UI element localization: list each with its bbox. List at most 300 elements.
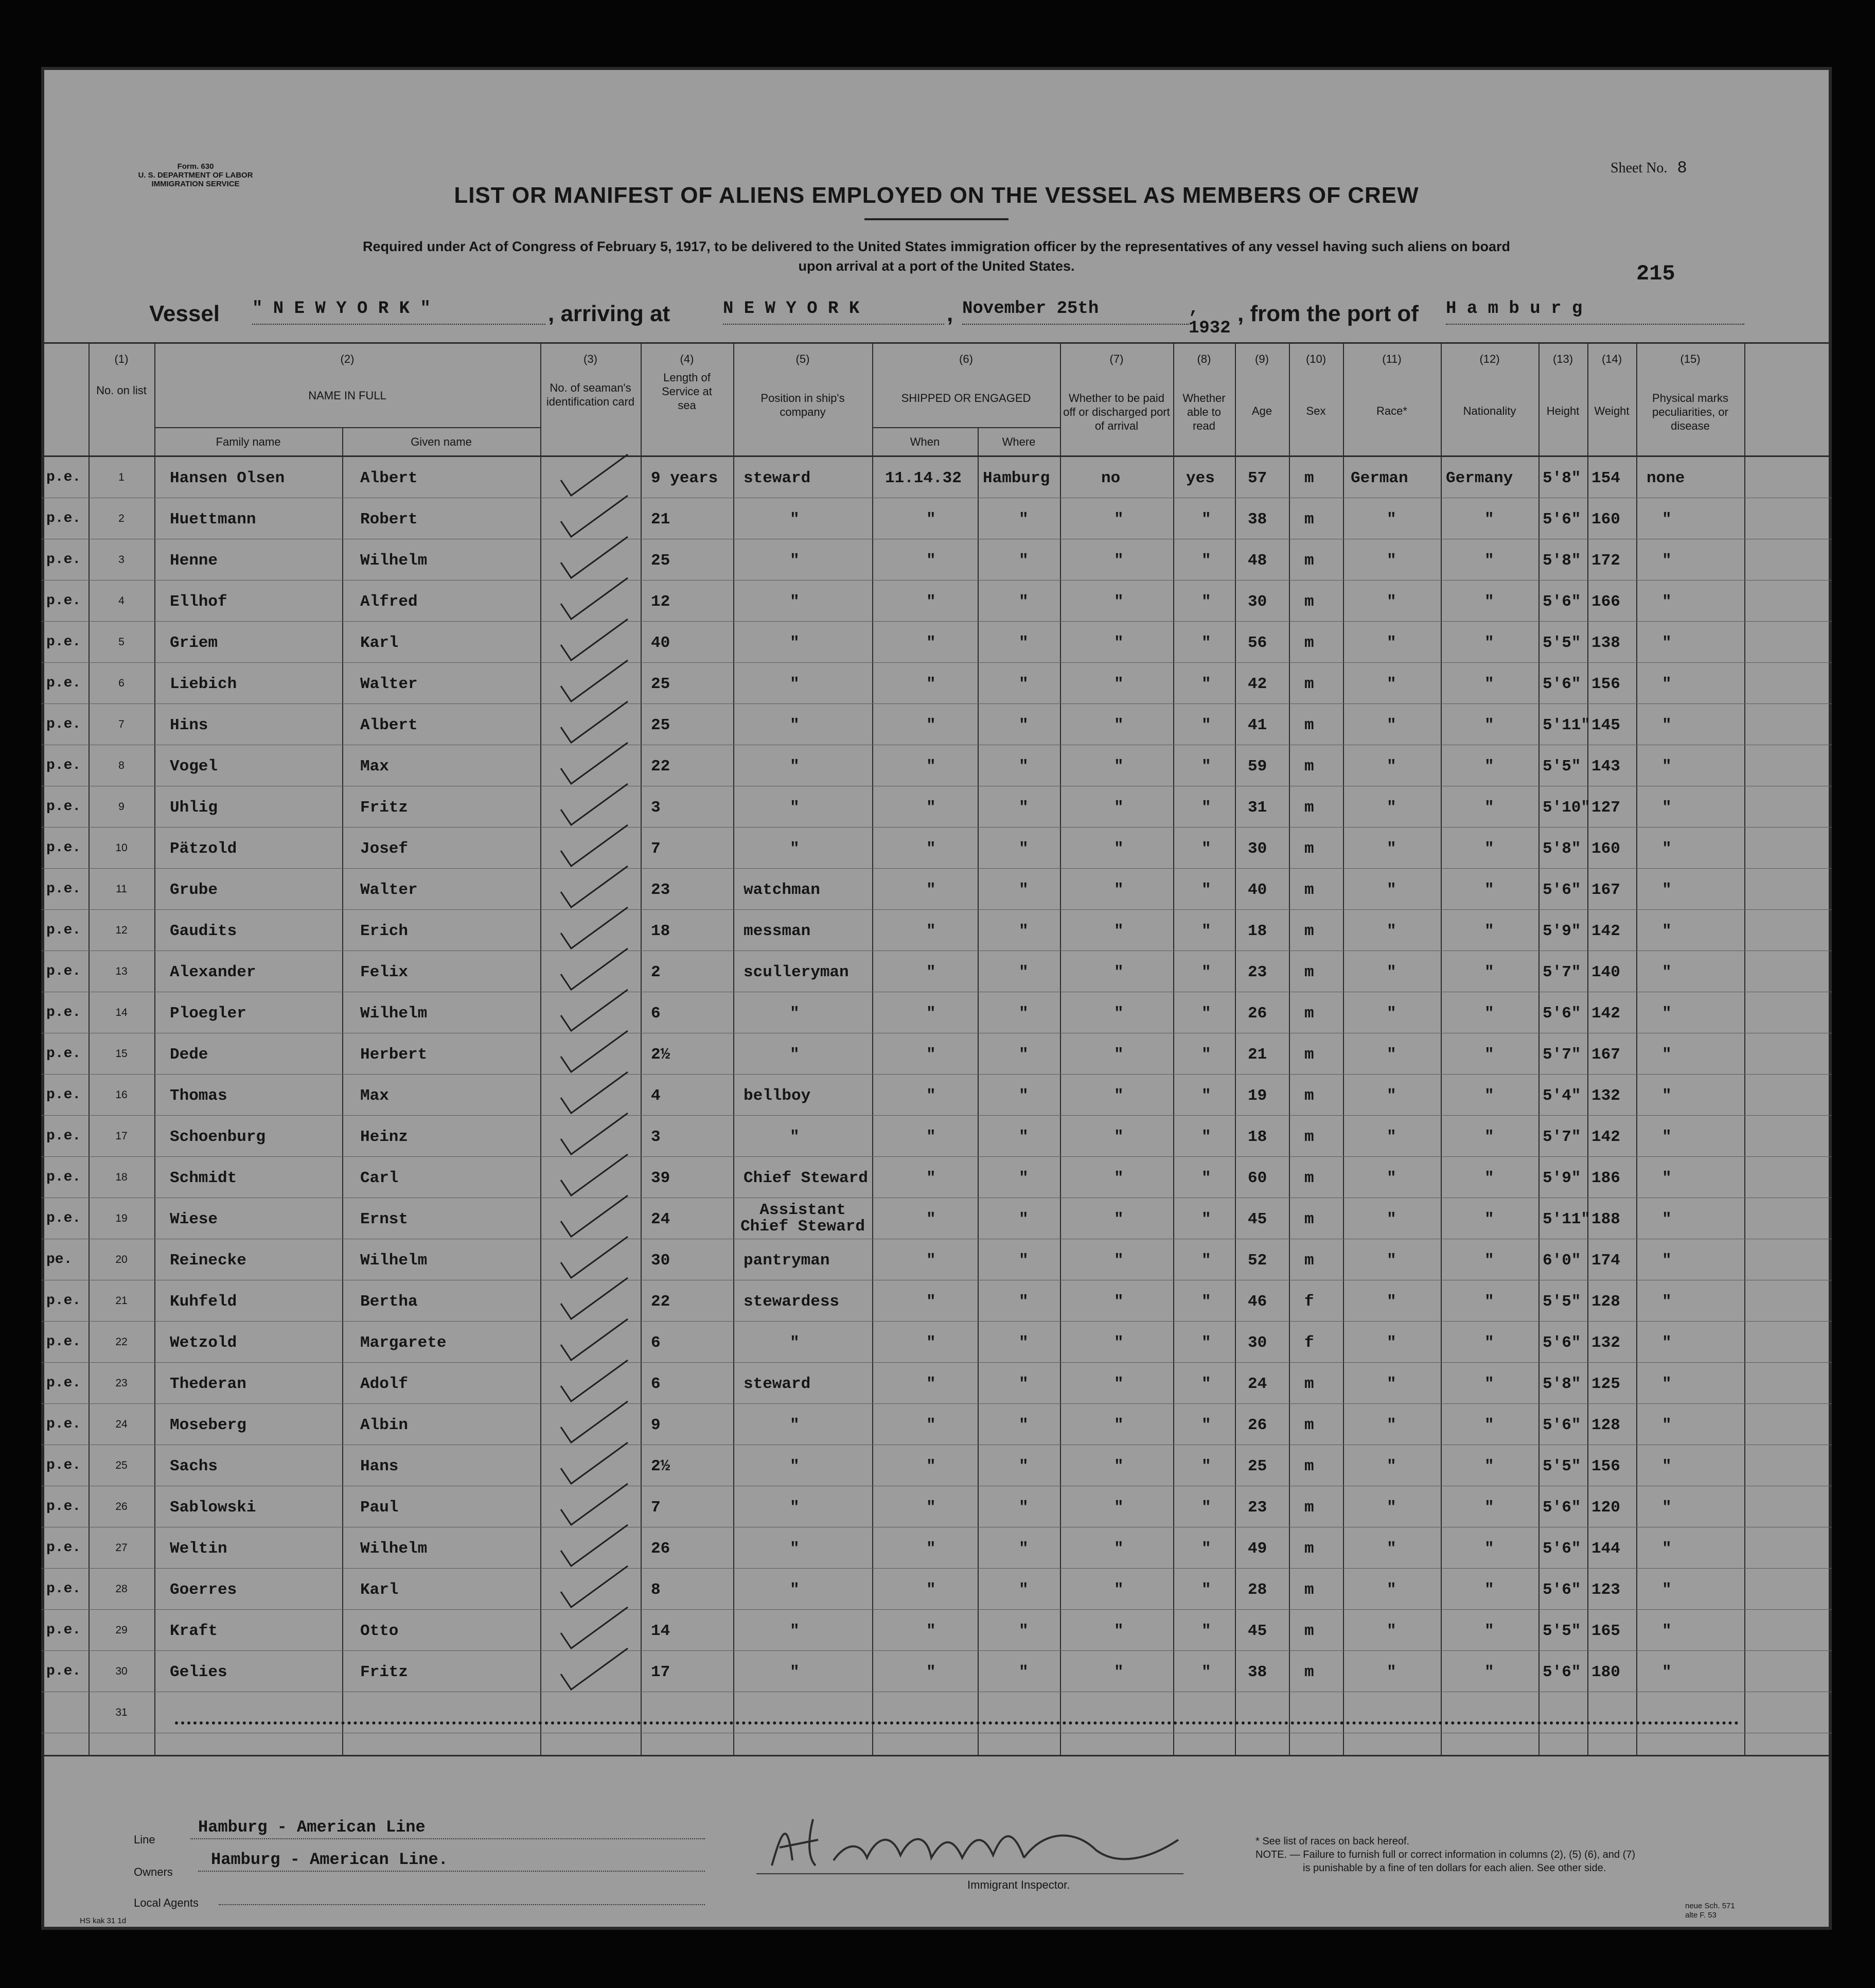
ditto-mark: " [1387,799,1396,817]
table-bottom-border [41,1755,1832,1756]
ditto-mark: " [1662,922,1672,940]
col-divider-6-split [978,427,979,1755]
ditto-mark: " [1387,1622,1396,1640]
col-10-number: (10) [1305,353,1326,365]
row-number: 2 [118,513,125,524]
col-2b-header: Given name [411,435,472,448]
ditto-mark: " [1114,840,1124,858]
ditto-mark: " [926,1457,936,1475]
ditto-mark: " [1019,1087,1029,1105]
cell-service: 2½ [651,1457,670,1475]
ditto-mark: " [1662,1416,1672,1434]
cell-given: Wilhelm [360,1540,428,1558]
row-pe-mark: p.e. [46,1375,81,1391]
cell-sex: m [1304,1663,1314,1681]
ditto-mark: " [1484,1128,1494,1146]
table-top-border [41,342,1832,344]
penalty-note-2: is punishable by a fine of ten dollars for each alien. See other side. [1303,1862,1606,1874]
checkmark-icon [556,1193,633,1239]
ditto-mark: " [1114,1622,1124,1640]
cell-weight: 180 [1591,1663,1620,1681]
ditto-mark: " [1201,1087,1211,1105]
cell-weight: 160 [1591,511,1620,529]
cell-given: Albin [360,1416,409,1434]
cell-age: 21 [1248,1046,1267,1064]
document-title: LIST OR MANIFEST OF ALIENS EMPLOYED ON THE VESSEL AS MEMBERS OF CREW [454,183,1419,208]
cell-family: Goerres [170,1581,237,1599]
cell-age: 59 [1248,758,1267,776]
ditto-mark: " [1484,922,1494,940]
cell-height: 5'6" [1543,1416,1581,1434]
ditto-mark: " [1114,716,1124,734]
cell-given: Max [360,758,389,776]
col-divider-10 [1343,342,1344,1755]
cell-age: 40 [1248,881,1267,899]
ditto-mark: " [1019,840,1029,858]
cell-height: 5'7" [1543,1046,1581,1064]
ditto-mark: " [1662,1046,1672,1064]
ditto-mark: " [926,840,936,858]
ditto-mark: " [1484,1457,1494,1475]
cell-nationality: Germany [1446,469,1513,487]
ditto-mark: " [1201,922,1211,940]
cell-age: 41 [1248,716,1267,734]
cell-given: Heinz [360,1128,409,1146]
cell-sex: m [1304,1375,1314,1393]
checkmark-icon [556,1522,633,1569]
cell-family: Schmidt [170,1169,237,1187]
ditto-mark: " [1201,881,1211,899]
cell-age: 28 [1248,1581,1267,1599]
col-divider-1 [154,342,155,1755]
checkmark-icon [556,1234,633,1280]
ditto-mark: " [1387,1581,1396,1599]
ditto-mark: " [1114,634,1124,652]
cell-position: " [790,840,800,858]
col-divider-4 [733,342,734,1755]
row-number: 19 [115,1212,128,1224]
checkmark-icon [556,1563,633,1610]
line-label: Line [134,1833,155,1846]
ditto-mark: " [1019,634,1029,652]
row-number: 8 [118,760,125,771]
checkmark-icon [556,1358,633,1404]
row-rule [41,1403,1832,1404]
ditto-mark: " [926,1499,936,1517]
cell-family: Wiese [170,1210,218,1228]
row-pe-mark: p.e. [46,1622,81,1638]
cell-weight: 132 [1591,1087,1620,1105]
cell-service: 3 [651,1128,661,1146]
ditto-mark: " [1114,1581,1124,1599]
checkmark-icon [556,905,633,951]
checkmark-icon [556,1069,633,1116]
ditto-mark: " [1114,552,1124,570]
cell-sex: m [1304,1128,1314,1146]
ditto-mark: " [1201,675,1211,693]
cell-sex: m [1304,922,1314,940]
col-6-header: SHIPPED OR ENGAGED [901,392,1031,404]
cell-position: " [790,1499,800,1517]
checkmark-icon [556,575,633,622]
cell-sex: m [1304,1252,1314,1270]
ditto-mark: " [1387,881,1396,899]
cell-family: Gaudits [170,922,237,940]
row-pe-mark: p.e. [46,1499,81,1515]
ditto-mark: " [1019,1252,1029,1270]
ditto-mark: " [1387,1087,1396,1105]
ditto-mark: " [1662,1005,1672,1023]
cell-given: Fritz [360,799,409,817]
cell-age: 23 [1248,963,1267,981]
sheet-number-field [1611,159,1687,178]
cell-position: Assistant Chief Steward [740,1201,865,1236]
cell-age: 52 [1248,1252,1267,1270]
cell-height: 5'9" [1543,1169,1581,1187]
ditto-mark: " [1662,1663,1672,1681]
ditto-mark: " [1019,1210,1029,1228]
ditto-mark: " [1484,675,1494,693]
row-rule [41,1568,1832,1569]
cell-age: 23 [1248,1499,1267,1517]
cell-service: 30 [651,1252,670,1270]
ditto-mark: " [1484,1540,1494,1558]
cell-weight: 172 [1591,552,1620,570]
cell-position: " [790,1457,800,1475]
ditto-mark: " [1114,593,1124,611]
row-number: 15 [115,1048,128,1060]
row-pe-mark: p.e. [46,1540,81,1556]
checkmark-icon [556,987,633,1033]
ditto-mark: " [1387,1046,1396,1064]
cell-service: 2 [651,963,661,981]
row-number: 10 [115,842,128,854]
ditto-mark: " [1201,1581,1211,1599]
row-pe-mark: p.e. [46,593,81,609]
ditto-mark: " [1484,634,1494,652]
cell-height: 5'8" [1543,469,1581,487]
cell-position: bellboy [744,1087,811,1105]
cell-family: Sablowski [170,1499,256,1517]
row-rule [41,1156,1832,1157]
ditto-mark: " [1201,1005,1211,1023]
ditto-mark: " [926,1416,936,1434]
checkmark-icon [556,699,633,745]
cell-sex: m [1304,1416,1314,1434]
ditto-mark: " [1484,1334,1494,1352]
row-pe-mark: p.e. [46,922,81,938]
ditto-mark: " [1201,1128,1211,1146]
cell-weight: 167 [1591,881,1620,899]
checkmark-icon [556,864,633,910]
ditto-mark: " [1201,1416,1211,1434]
ditto-mark: " [1484,1252,1494,1270]
line-value: Hamburg - American Line [198,1818,426,1837]
col-8-number: (8) [1197,353,1211,365]
cell-sex: m [1304,1005,1314,1023]
ditto-mark: " [1662,1087,1672,1105]
cell-sex: m [1304,1046,1314,1064]
ditto-mark: " [1484,552,1494,570]
cell-family: Hansen Olsen [170,469,285,487]
cell-given: Alfred [360,593,418,611]
cell-height: 5'6" [1543,1499,1581,1517]
cell-height: 5'8" [1543,552,1581,570]
row-number: 31 [115,1706,128,1718]
ditto-mark: " [1662,593,1672,611]
cell-sex: m [1304,1457,1314,1475]
cell-age: 18 [1248,1128,1267,1146]
cell-family: Kraft [170,1622,218,1640]
ditto-mark: " [1201,1334,1211,1352]
cell-family: Ploegler [170,1005,246,1023]
col-2a-header: Family name [216,435,281,448]
cell-position: " [790,1622,800,1640]
ditto-mark: " [1201,758,1211,776]
cell-given: Ernst [360,1210,409,1228]
cell-age: 56 [1248,634,1267,652]
row-rule [41,1609,1832,1610]
ditto-mark: " [1387,1334,1396,1352]
ditto-mark: " [1019,1293,1029,1311]
ditto-mark: " [1201,1499,1211,1517]
cell-position: " [790,1416,800,1434]
ditto-mark: " [1484,963,1494,981]
ditto-mark: " [1019,799,1029,817]
cell-family: Dede [170,1046,208,1064]
ditto-mark: " [1114,1499,1124,1517]
checkmark-icon [556,1028,633,1075]
cell-weight: 174 [1591,1252,1620,1270]
ditto-mark: " [926,1046,936,1064]
row-number: 21 [115,1295,128,1307]
ditto-mark: " [1114,881,1124,899]
cell-given: Albert [360,469,418,487]
cell-sex: m [1304,469,1314,487]
col-divider-5 [872,342,873,1755]
cell-height: 5'6" [1543,1663,1581,1681]
cell-service: 7 [651,840,661,858]
cell-sex: m [1304,1169,1314,1187]
cell-service: 4 [651,1087,661,1105]
cell-age: 57 [1248,469,1267,487]
ditto-mark: " [926,922,936,940]
ditto-mark: " [1019,1128,1029,1146]
cell-height: 5'5" [1543,1622,1581,1640]
ditto-mark: " [1387,716,1396,734]
cell-service: 6 [651,1375,661,1393]
row-pe-mark: p.e. [46,1334,81,1350]
ditto-mark: " [926,1375,936,1393]
row-pe-mark: pe. [46,1252,73,1268]
vessel-name: " N E W Y O R K " [252,299,545,325]
cell-age: 24 [1248,1375,1267,1393]
ditto-mark: " [926,1252,936,1270]
subtitle-line-2: upon arrival at a port of the United States. [798,258,1075,274]
row-pe-mark: p.e. [46,1210,81,1226]
cell-family: Moseberg [170,1416,246,1434]
cell-family: Pätzold [170,840,237,858]
cell-service: 21 [651,511,670,529]
ditto-mark: " [1387,511,1396,529]
cell-position: " [790,593,800,611]
col-divider-7 [1173,342,1174,1755]
from-port-label: , from the port of [1237,301,1419,326]
vessel-line [149,296,1744,338]
cell-family: Thomas [170,1087,227,1105]
cell-height: 5'6" [1543,1334,1581,1352]
col-11-header: Race* [1376,404,1407,417]
cell-weight: 132 [1591,1334,1620,1352]
col-6a-header: When [910,435,940,448]
col-9-header: Age [1251,404,1272,417]
cell-height: 6'0" [1543,1252,1581,1270]
checkmark-icon [556,1275,633,1322]
cell-position: " [790,1046,800,1064]
cell-sex: m [1304,840,1314,858]
row-pe-mark: p.e. [46,716,81,732]
ditto-mark: " [1201,1540,1211,1558]
ditto-mark: " [1662,799,1672,817]
cell-service: 23 [651,881,670,899]
cell-weight: 144 [1591,1540,1620,1558]
ditto-mark: " [1662,1375,1672,1393]
ditto-mark: " [1387,1540,1396,1558]
cell-position: " [790,675,800,693]
ditto-mark: " [1484,1293,1494,1311]
ditto-mark: " [1201,511,1211,529]
ditto-mark: " [1019,593,1029,611]
cell-family: Ellhof [170,593,227,611]
row-number: 11 [116,883,127,895]
col-12-header: Nationality [1463,404,1516,417]
cell-service: 39 [651,1169,670,1187]
cell-position: " [790,1663,800,1681]
ditto-mark: " [1114,799,1124,817]
row-pe-mark: p.e. [46,675,81,691]
cell-when: 11.14.32 [885,469,962,487]
row-number: 3 [118,554,125,566]
row-rule [41,1074,1832,1075]
document-subtitle [196,237,1677,276]
cell-sex: m [1304,593,1314,611]
cell-family: Sachs [170,1457,218,1475]
cell-height: 5'6" [1543,1540,1581,1558]
col-divider-15 [1744,342,1745,1755]
ditto-mark: " [1114,963,1124,981]
cell-weight: 188 [1591,1210,1620,1228]
ditto-mark: " [1114,1252,1124,1270]
bottom-left-code: HS kak 31 1d [80,1916,127,1925]
ditto-mark: " [926,593,936,611]
cell-service: 26 [651,1540,670,1558]
ditto-mark: " [1484,1622,1494,1640]
ditto-mark: " [926,881,936,899]
col-3-header: No. of seaman's identification card [546,381,635,408]
ditto-mark: " [926,758,936,776]
col-8-header: Whether able to read [1182,392,1226,432]
sheet-number-value: 8 [1677,159,1687,178]
cell-age: 30 [1248,593,1267,611]
cell-weight: 125 [1591,1375,1620,1393]
row-number: 12 [115,924,128,936]
ditto-mark: " [1019,1581,1029,1599]
col-5-header: Position in ship's company [760,392,845,418]
cell-height: 5'6" [1543,1581,1581,1599]
arrival-year: , 1932 [1189,299,1231,338]
cell-position: steward [744,469,811,487]
cell-position: " [790,1005,800,1023]
cell-weight: 166 [1591,593,1620,611]
col-divider-13 [1587,342,1588,1755]
cell-age: 31 [1248,799,1267,817]
cell-service: 7 [651,1499,661,1517]
row-number: 26 [115,1501,128,1512]
cell-age: 38 [1248,1663,1267,1681]
row-pe-mark: p.e. [46,1005,81,1021]
col-12-number: (12) [1479,353,1500,365]
ditto-mark: " [1201,963,1211,981]
checkmark-icon [556,740,633,786]
ditto-mark: " [926,963,936,981]
cell-height: 5'5" [1543,1293,1581,1311]
inspector-label: Immigrant Inspector. [967,1878,1070,1891]
ditto-mark: " [1662,1540,1672,1558]
ditto-mark: " [1114,1375,1124,1393]
cell-given: Hans [360,1457,399,1475]
ditto-mark: " [1662,675,1672,693]
cell-height: 5'6" [1543,511,1581,529]
ditto-mark: " [1114,1663,1124,1681]
cell-position: " [790,799,800,817]
cell-given: Karl [360,634,399,652]
col-divider-0 [89,342,90,1755]
cell-family: Wetzold [170,1334,237,1352]
cell-age: 45 [1248,1622,1267,1640]
cell-given: Karl [360,1581,399,1599]
cell-family: Huettmann [170,511,256,529]
row-number: 20 [115,1254,128,1265]
ditto-mark: " [1019,552,1029,570]
checkmark-icon [556,1481,633,1527]
col-4-number: (4) [680,353,694,365]
ditto-mark: " [1484,511,1494,529]
cell-age: 45 [1248,1210,1267,1228]
ditto-mark: " [1484,1046,1494,1064]
ditto-mark: " [1484,1375,1494,1393]
ditto-mark: " [1201,1293,1211,1311]
ditto-mark: " [926,675,936,693]
ditto-mark: " [1114,1416,1124,1434]
cell-family: Henne [170,552,218,570]
row-number: 6 [118,677,125,689]
col-9-number: (9) [1255,353,1269,365]
cell-service: 2½ [651,1046,670,1064]
arriving-port: N E W Y O R K [723,299,944,325]
row-pe-mark: p.e. [46,881,81,897]
checkmark-icon [556,617,633,663]
ditto-mark: " [1201,799,1211,817]
ditto-mark: " [926,1005,936,1023]
ditto-mark: " [1114,675,1124,693]
ditto-mark: " [926,511,936,529]
ditto-mark: " [1484,716,1494,734]
ditto-mark: " [1662,634,1672,652]
row-number: 16 [115,1089,128,1101]
checkmark-icon [556,1316,633,1363]
cell-age: 26 [1248,1005,1267,1023]
checkmark-icon [556,452,633,498]
